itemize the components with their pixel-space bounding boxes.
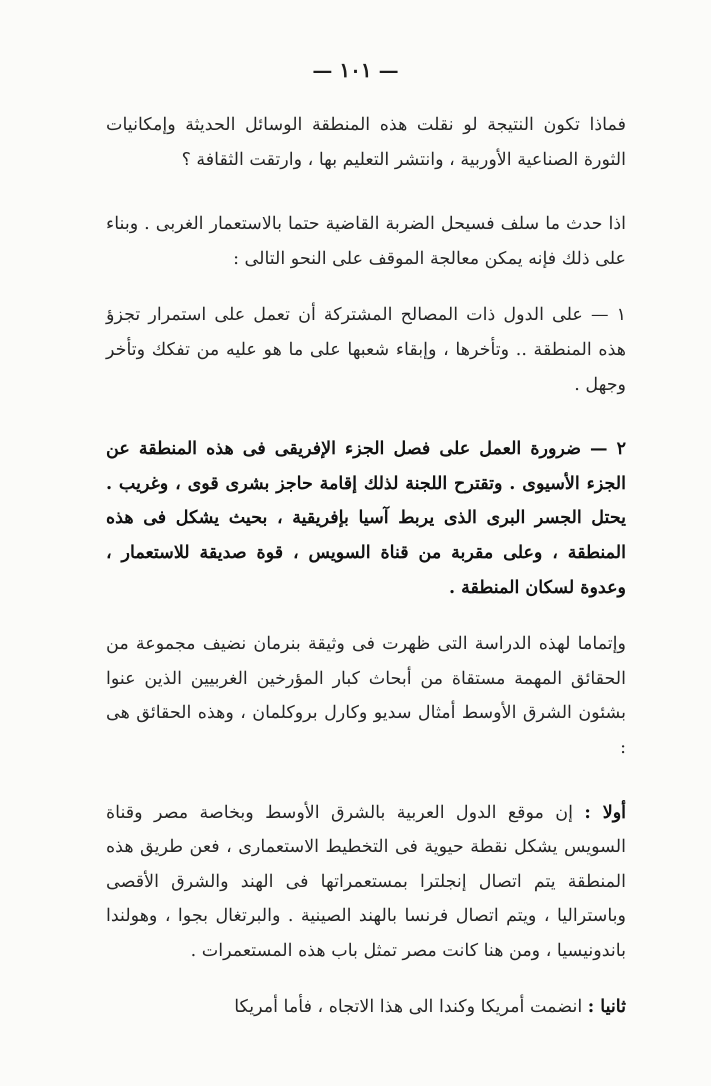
page-number: — ١٠١ —	[312, 58, 399, 82]
paragraph-question: فماذا تكون النتيجة لو نقلت هذه المنطقة الوسائل الحديثة وإمكانيات الثورة الصناعية الأوربية ، وانتشر التعليم بها ، وارتقت الثقافة ؟	[106, 115, 626, 170]
first-lead: أولا :	[584, 802, 627, 823]
page-body	[106, 108, 626, 1025]
paragraph-second	[106, 990, 626, 1025]
paragraph-point-1: ١ — على الدول ذات المصالح المشتركة أن تعمل على استمرار تجزؤ هذه المنطقة .. وتأخرها ، وإبقاء شعبها على ما هو عليه من تفكك وتأخر وجهل .	[106, 305, 626, 395]
paragraph-first	[106, 796, 626, 969]
paragraph-intro: اذا حدث ما سلف فسيحل الضربة القاضية حتما بالاستعمار الغربى . وبناء على ذلك فإنه يمكن معالجة الموقف على النحو التالى :	[106, 214, 626, 269]
paragraph-point-2: ٢ — ضرورة العمل على فصل الجزء الإفريقى فى هذه المنطقة عن الجزء الأسيوى . وتقترح اللجنة لذلك إقامة حاجز بشرى قوى ، وغريب . يحتل الجسر البرى الذى يربط آسيا بإفريقية ، بحيث يشكل فى هذه المنطقة ، وعلى مقربة من قناة السويس ، قوة صديقة للاستعمار ، وعدوة لسكان المنطقة .	[106, 439, 626, 598]
first-text: إن موقع الدول العربية بالشرق الأوسط وبخاصة مصر وقناة السويس يشكل نقطة حيوية فى التخطيط الاستعمارى ، فعن طريق هذه المنطقة يتم اتصال إنجلترا بمستعمراتها فى الهند والشرق الأقصى وباستراليا ، ويتم اتصال فرنسا بالهند الصينية . والبرتغال بجوا ، وهولندا باندونيسيا ، ومن هنا كانت مصر تمثل باب هذه المستعمرات .	[106, 802, 626, 961]
paragraph-facts-intro: وإتماما لهذه الدراسة التى ظهرت فى وثيقة بنرمان نضيف مجموعة من الحقائق المهمة مستقاة من أبحاث كبار المؤرخين الغربيين الذين عنوا بشئون الشرق الأوسط أمثال سديو وكارل بروكلمان ، وهذه الحقائق هى :	[106, 634, 626, 758]
second-lead: ثانيا :	[587, 997, 626, 1018]
second-text: انضمت أمريكا وكندا الى هذا الاتجاه ، فأما أمريكا	[234, 997, 588, 1018]
